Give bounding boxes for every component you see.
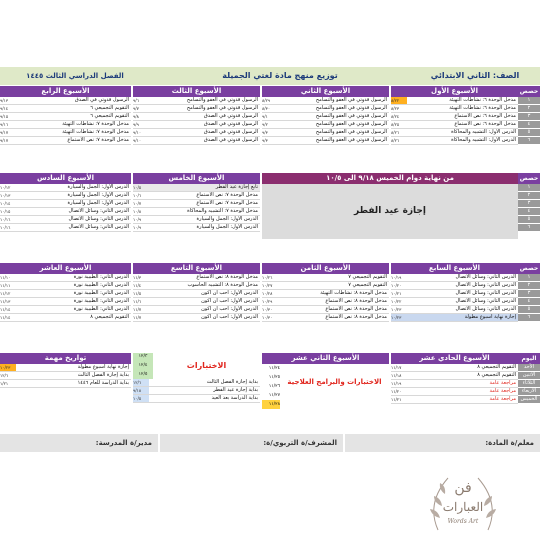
week-title: الأسبوع الخامس <box>133 173 260 184</box>
day-column: اليوم الأحد الاثنين الثلاثاء الأربعاء الخميس <box>518 353 540 404</box>
lesson-row: الرسول قدوتي في العفو والتسامح ٨/٣٠ <box>262 105 387 111</box>
date-row: بداية إجازة عيد الفطر ٩/١٨ <box>133 387 258 393</box>
week-7 <box>391 263 518 322</box>
holiday-range: من نهاية دوام الخميس ٩/١٨ الى ١٠/٥ <box>262 173 518 184</box>
exam-dates: ١٢/٣ ١٢/٤ ١٢/٥ <box>133 353 153 379</box>
supervisor-signature: المشرف/ة التربوي/ة: <box>160 434 343 452</box>
lesson-row: الرسول قدوتي في الصدق ٩/٩ <box>133 121 258 127</box>
lesson-row: مدخل الوحدة ٦: نشاطات التهيئة ٨/٢٢ <box>391 97 516 103</box>
day-header: اليوم <box>518 353 540 364</box>
lesson-row: مدخل الوحدة ٦: نشاطات التهيئة ٨/٢٣ <box>391 105 516 111</box>
lesson-row: الدرس الأول: أحب أن أكون ١١/٧ <box>133 306 258 312</box>
lesson-row: مدخل الوحدة ٨: نص الاستماع ١١/٣ <box>133 274 258 280</box>
lesson-row: الرسول قدوتي في العفو والتسامح ٨/٢٩ <box>262 97 387 103</box>
lesson-row: الدرس الثاني: وسائل الاتصال ١٠/٢٣ <box>391 306 516 312</box>
lesson-row: الدرس الأول: التشبيه والمحاكاة ٨/٢٦ <box>391 137 516 143</box>
date-row: بداية إجازة الفصل الثالث ١٢/٦ <box>0 372 129 378</box>
lesson-row: الرسول قدوتي في العفو والتسامح ٩/٦ <box>133 97 258 103</box>
lesson-row: الرسول قدوتي في العفو والتسامح ٩/٢ <box>262 121 387 127</box>
lesson-row: مدخل الوحدة ٦: نص الاستماع ٨/٢٥ <box>391 121 516 127</box>
week-12-dates: ١١/٢٤ ١١/٢٥ ١١/٢٦ ١١/٢٧ ١١/٢٨ <box>262 364 280 412</box>
lesson-row: التقويم التجميعي ٨ ١١/١٧ <box>391 364 516 370</box>
week-1 <box>391 86 518 145</box>
week-8 <box>262 263 389 322</box>
lesson-row: مدخل الوحدة ٨: التشبيه الحاسوب ١١/٤ <box>133 282 258 288</box>
lesson-row: مدخل الوحدة ٦: نص الاستماع ٨/٢٤ <box>391 113 516 119</box>
important-title: تواريخ مهمة <box>0 353 131 364</box>
lesson-row: الرسول قدوتي في الصدق ٩/١٠ <box>133 129 258 135</box>
lesson-row: مراجعة عامة ١١/٢١ <box>391 396 516 402</box>
lesson-row: الدرس الثاني: وسائل الاتصال ١٠/٢٢ <box>391 298 516 304</box>
week-4 <box>0 86 131 145</box>
important-dates <box>0 353 131 388</box>
period-column-3: حصص ١ ٢ ٣ ٤ ٥ ٦ <box>519 265 539 320</box>
period-header: حصص <box>519 88 539 95</box>
lesson-row: الدرس الأول: الجمل والسيارة ١٠/١٣ <box>0 192 129 198</box>
lesson-row: مدخل الوحدة ٨: نص الاستماع ١٠/٣٠ <box>262 314 387 320</box>
week-5 <box>133 173 260 232</box>
lesson-row: الدرس الأول: التشبيه والمحاكاة ٨/٢٦ <box>391 129 516 135</box>
week-title: الأسبوع التاسع <box>133 263 260 274</box>
lesson-row: الدرس الثاني: وسائل الاتصال ١٠/١٦ <box>0 216 129 222</box>
week-12 <box>262 353 389 412</box>
exams-label: الاختبارات <box>186 361 227 370</box>
lesson-row: الدرس الثاني: وسائل الاتصال ١٠/٢٠ <box>391 282 516 288</box>
period-header: حصص <box>519 265 539 272</box>
plan-title: توزيع منهج مادة لغتي الجميلة <box>222 71 338 80</box>
date-row: بداية إجازة الفصل الثالث ١٢/٦ <box>133 379 258 385</box>
week-title: الأسبوع الحادي عشر <box>391 353 518 364</box>
week-9 <box>133 263 260 322</box>
lesson-row: الدرس الثاني: وسائل الاتصال ١٠/١٦ <box>0 224 129 230</box>
lesson-row: الدرس الثاني: وسائل الاتصال ١٠/١٥ <box>0 208 129 214</box>
week-title: الأسبوع الثاني عشر <box>262 353 389 364</box>
exams-remedial: الاختبارات والبرامج العلاجية <box>287 378 382 386</box>
holiday-label: إجازة عيد الفطر <box>262 184 518 239</box>
week-title: الأسبوع الأول <box>391 86 518 97</box>
brand-logo: فن العبارات Words Art <box>418 468 508 538</box>
week-6 <box>0 173 131 232</box>
week-11 <box>391 353 518 404</box>
week-title: الأسبوع الثالث <box>133 86 260 97</box>
lesson-row: التقويم التجميعي ٦ ٩/١٥ <box>0 113 129 119</box>
lesson-row: الرسول قدوتي في العفو والتسامح ٩/٣ <box>262 137 387 143</box>
date-row: بداية الدراسة بعد العيد ١٠/٥ <box>133 395 258 401</box>
lesson-row: مدخل الوحدة ٨: نص الاستماع ١٠/٢٩ <box>262 298 387 304</box>
lesson-row: الدرس الثاني: الطبيبة نورة ١١/١١ <box>0 282 129 288</box>
week-title: الأسبوع السابع <box>391 263 518 274</box>
lesson-row: الرسول قدوتي في العفو والتسامح ٩/١ <box>262 113 387 119</box>
lesson-row: الدرس الأول: أحب أن أكون ١١/٦ <box>133 298 258 304</box>
lesson-row: مدخل الوحدة ٧: نص الاستماع ٩/١٧ <box>0 137 129 143</box>
principal-signature: مدير/ة المدرسة: <box>0 434 158 452</box>
lesson-row: الدرس الأول: الجمل والسيارة ١٠/١٤ <box>0 200 129 206</box>
week-title: الأسبوع الثامن <box>262 263 389 274</box>
lesson-row: الدرس الثاني: وسائل الاتصال ١٠/١٩ <box>391 274 516 280</box>
lesson-row: الدرس الأول: أحب أن أكون ١١/٧ <box>133 314 258 320</box>
schedule-sheet <box>0 67 540 464</box>
lesson-row: التقويم التجميعي ٦ ٩/١٤ <box>0 105 129 111</box>
week-title: الأسبوع العاشر <box>0 263 131 274</box>
lesson-row: الرسول قدوتي في العفو والتسامح ٩/٧ <box>133 105 258 111</box>
lesson-row: مدخل الوحدة ٧: نشاطات التهيئة ٩/١٦ <box>0 121 129 127</box>
lesson-row: الرسول قدوتي في العفو والتسامح ٩/٣ <box>262 129 387 135</box>
period-header: حصص <box>519 175 539 182</box>
header-row <box>0 67 540 85</box>
date-row: بداية الدراسة للعام ١٤٤٦ ١/٢١ <box>0 380 129 386</box>
lesson-row: الدرس الأول: أحب أن أكون ١١/٥ <box>133 290 258 296</box>
lesson-row: مراجعة عامة ١١/٢٠ <box>391 388 516 394</box>
lesson-row: الدرس الثاني: الطبيبة نورة ١١/١٠ <box>0 274 129 280</box>
grade-label: الصف: الثاني الابتدائي <box>430 71 520 80</box>
lesson-row: الرسول قدوتي في الصدق ٩/١٠ <box>133 137 258 143</box>
lesson-row: مدخل الوحدة ٨: نص الاستماع ١٠/٣٠ <box>262 306 387 312</box>
holiday-block <box>262 173 518 239</box>
week-title: الأسبوع الرابع <box>0 86 131 97</box>
lesson-row: الدرس الأول: الجمل والسيارة ١٠/٩ <box>133 216 258 222</box>
lesson-row: الدرس الثاني: وسائل الاتصال ١٠/٢١ <box>391 290 516 296</box>
date-row: إجازة نهاية أسبوع مطولة ١٠/٢٣ <box>0 364 129 370</box>
term-label: الفصل الدراسي الثالث ١٤٤٥ <box>26 72 124 80</box>
lesson-row: مدخل الوحدة ٧: نص الاستماع ١٠/٦ <box>133 192 258 198</box>
lesson-row: الدرس الثاني: الطبيبة نورة ١١/١٢ <box>0 290 129 296</box>
lesson-row: مراجعة عامة ١١/١٩ <box>391 380 516 386</box>
lesson-row: مدخل الوحدة ٧: نشاطات التهيئة ٩/١٧ <box>0 129 129 135</box>
week-2 <box>262 86 389 145</box>
lesson-row: التقويم التجميعي ٨ ١١/١٤ <box>0 314 129 320</box>
lesson-row: الرسول قدوتي في الصدق ٩/١٣ <box>0 97 129 103</box>
lesson-row: الدرس الأول: الجمل والسيارة ١٠/٩ <box>133 224 258 230</box>
teacher-signature: معلم/ة المادة: <box>345 434 540 452</box>
lesson-row: التقويم التجميعي ٧ ١٠/٢٧ <box>262 282 387 288</box>
lesson-row: الدرس الثاني: الطبيبة نورة ١١/١٤ <box>0 306 129 312</box>
week-title: الأسبوع السادس <box>0 173 131 184</box>
lesson-row: الدرس الثاني: الطبيبة نورة ١١/١٣ <box>0 298 129 304</box>
lesson-row: الرسول قدوتي في الصدق ٩/٨ <box>133 113 258 119</box>
lesson-row: مدخل الوحدة ٧: نص الاستماع ١٠/٧ <box>133 200 258 206</box>
week-10 <box>0 263 131 322</box>
lesson-row: تابع إجازة عيد الفطر ١٠/٥ <box>133 184 258 190</box>
period-column-2: حصص ١ ٢ ٣ ٤ ٥ ٦ <box>519 175 539 230</box>
lesson-row: مدخل الوحدة ٧: التشبيه والمحاكاة ١٠/٨ <box>133 208 258 214</box>
period-column-1: حصص ١ ٢ ٣ ٤ ٥ ٦ <box>519 88 539 143</box>
week-title: الأسبوع الثاني <box>262 86 389 97</box>
lesson-row: إجازة نهاية أسبوع مطولة ١٠/٢٣ <box>391 314 516 320</box>
lesson-row: الدرس الأول: الجمل والسيارة ١٠/١٢ <box>0 184 129 190</box>
week-3 <box>133 86 260 145</box>
exams-block <box>133 353 260 412</box>
lesson-row: التقويم التجميعي ٧ ١٠/٢٦ <box>262 274 387 280</box>
lesson-row: مدخل الوحدة ٨: نشاطات التهيئة ١٠/٢٨ <box>262 290 387 296</box>
lesson-row: التقويم التجميعي ٨ ١١/١٨ <box>391 372 516 378</box>
